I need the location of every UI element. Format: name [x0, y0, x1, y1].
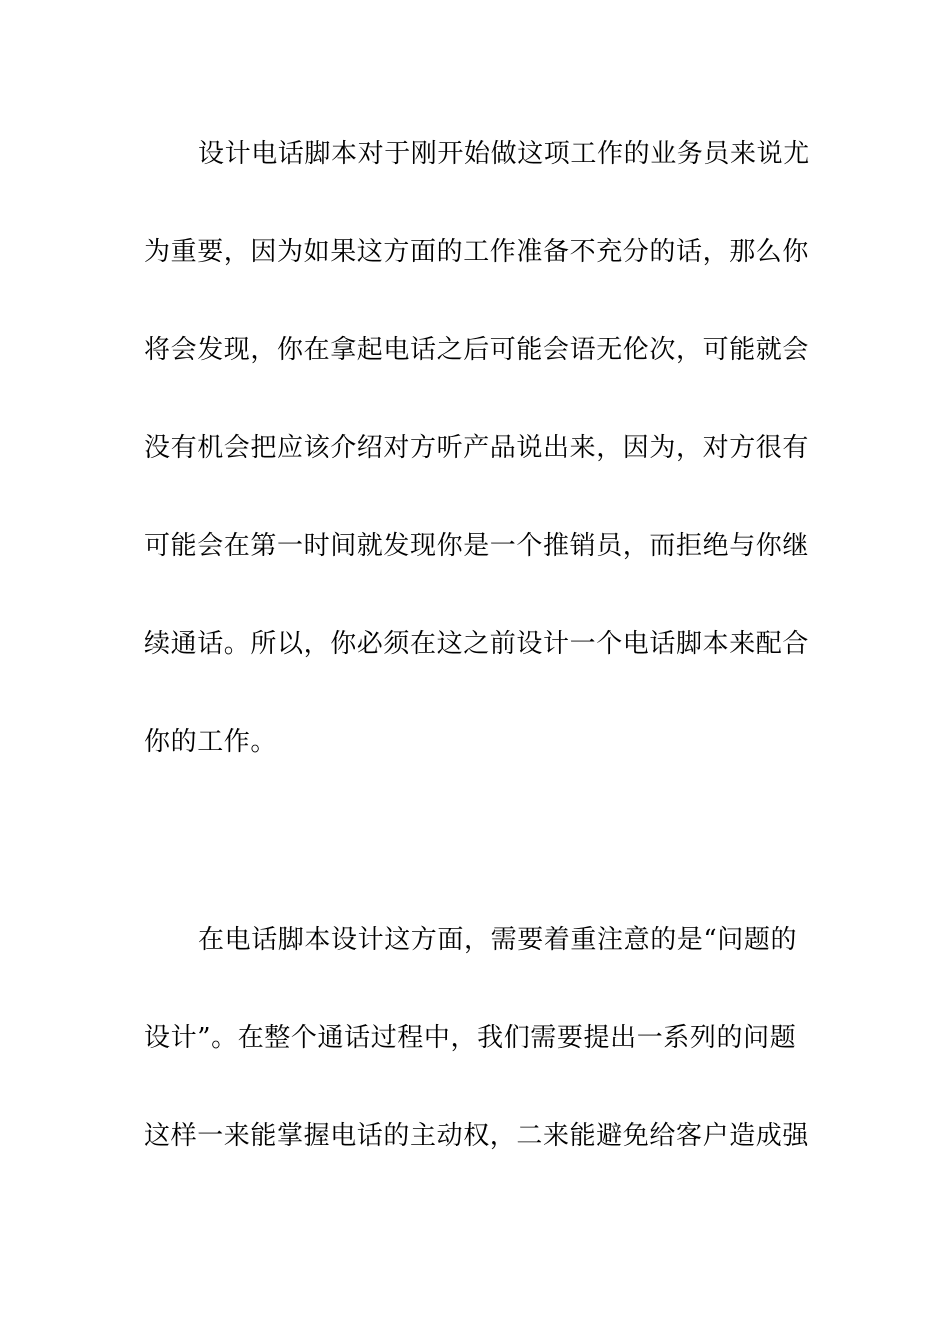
text-line: 可能会在第一时间就发现你是一个推销员，而拒绝与你继 [144, 531, 810, 561]
text-line: 这样一来能掌握电话的主动权，二来能避免给客户造成强 [144, 1121, 810, 1151]
text-line: 设计”。在整个通话过程中，我们需要提出一系列的问题 [144, 1023, 797, 1053]
text-line: 设计电话脚本对于刚开始做这项工作的业务员来说尤 [198, 139, 810, 169]
text-line: 为重要，因为如果这方面的工作准备不充分的话，那么你 [144, 237, 810, 267]
text-line: 续通话。所以，你必须在这之前设计一个电话脚本来配合 [144, 629, 810, 659]
text-line: 将会发现，你在拿起电话之后可能会语无伦次，可能就会 [144, 335, 810, 365]
text-line: 在电话脚本设计这方面，需要着重注意的是“问题的 [198, 925, 798, 955]
text-line: 你的工作。 [144, 727, 278, 757]
text-line: 没有机会把应该介绍对方听产品说出来，因为，对方很有 [144, 433, 810, 463]
